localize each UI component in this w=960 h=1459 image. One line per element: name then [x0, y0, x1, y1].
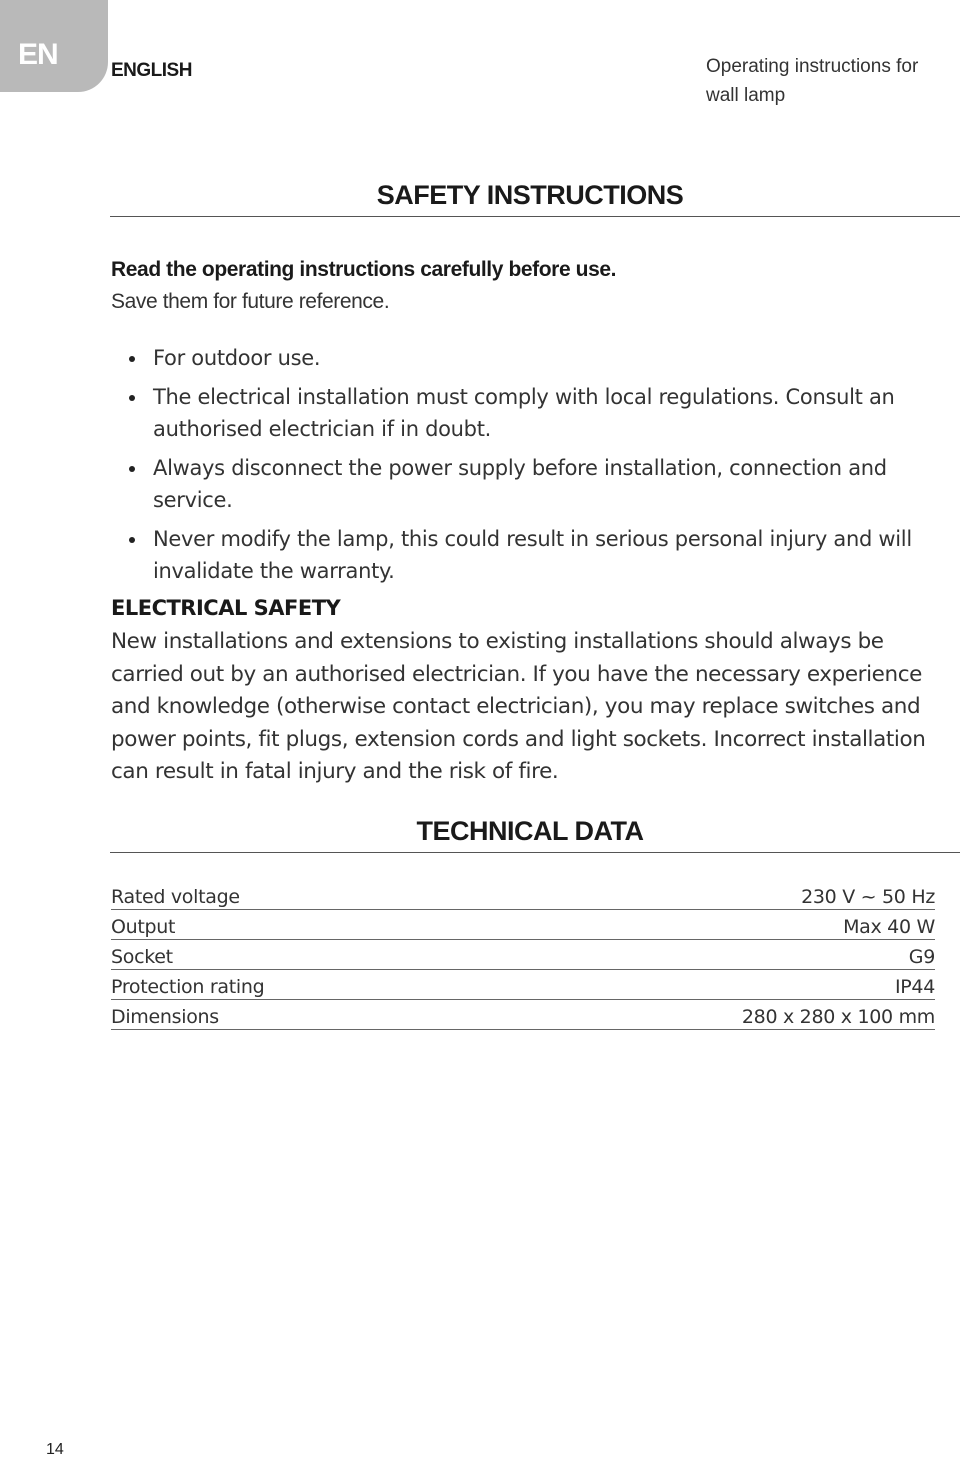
technical-data-heading [110, 816, 960, 853]
technical-heading-text: TECHNICAL DATA [416, 816, 644, 846]
spec-label: Dimensions [111, 1000, 476, 1030]
spec-value: G9 [476, 940, 935, 970]
language-tab [0, 0, 108, 92]
bullet-text: For outdoor use. [153, 346, 321, 370]
spec-value: Max 40 W [476, 910, 935, 940]
spec-label: Socket [111, 940, 476, 970]
intro-bold-text: Read the operating instructions carefully before use. [111, 258, 617, 281]
bullet-text: Never modify the lamp, this could result in serious personal injury and will invalidate the warranty. [153, 527, 912, 583]
bullet-text: The electrical installation must comply with local regulations. Consult an authorised electrician if in doubt. [153, 385, 895, 441]
table-row [111, 1000, 935, 1030]
technical-data-table [111, 880, 935, 1030]
table-row [111, 910, 935, 940]
list-item [111, 452, 941, 516]
language-code: EN [18, 38, 58, 71]
table-row [111, 940, 935, 970]
language-name: ENGLISH [111, 60, 192, 81]
table-row [111, 970, 935, 1000]
electrical-safety-body: New installations and extensions to existing installations should always be carried out by an authorised electrician. If you have the necessary experience and knowledge (otherwise contact electrician), you may replace switches and power points, fit plugs, extension cords and light sockets. Incorrect installation can result in fatal injury and the risk of fire. [111, 629, 926, 784]
list-item [111, 381, 941, 445]
bullet-icon [129, 356, 135, 362]
spec-value: IP44 [476, 970, 935, 1000]
list-item [111, 523, 941, 587]
page-number: 14 [46, 1441, 64, 1458]
safety-heading-text: SAFETY INSTRUCTIONS [376, 180, 684, 210]
spec-label: Rated voltage [111, 880, 476, 910]
bullet-text: Always disconnect the power supply before installation, connection and service. [153, 456, 887, 512]
spec-label: Output [111, 910, 476, 940]
safety-instructions-heading [110, 180, 960, 217]
intro-normal-text: Save them for future reference. [111, 290, 390, 313]
document-title: Operating instructions for wall lamp [706, 56, 919, 106]
bullet-icon [129, 537, 135, 543]
spec-label: Protection rating [111, 970, 476, 1000]
spec-value: 280 x 280 x 100 mm [476, 1000, 935, 1030]
list-item [111, 342, 941, 374]
safety-bullet-list [111, 342, 941, 594]
table-row [111, 880, 935, 910]
bullet-icon [129, 395, 135, 401]
electrical-safety-heading: ELECTRICAL SAFETY [111, 596, 341, 620]
safety-intro [111, 254, 931, 318]
bullet-icon [129, 466, 135, 472]
spec-value: 230 V ~ 50 Hz [476, 880, 935, 910]
